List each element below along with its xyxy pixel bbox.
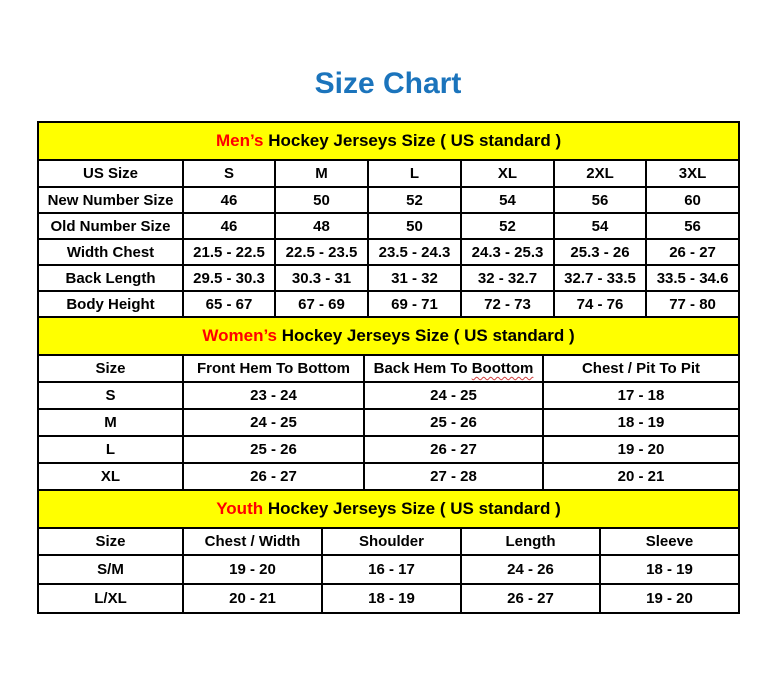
col-header-cell: Chest / Pit To Pit: [543, 355, 739, 382]
col-header-cell: Front Hem To Bottom: [183, 355, 364, 382]
row-label-cell: L/XL: [38, 584, 183, 613]
table-row: [38, 463, 739, 490]
value-cell: 17 - 18: [543, 382, 739, 409]
value-cell: 25 - 26: [183, 436, 364, 463]
col-header-cell: Sleeve: [600, 528, 739, 555]
table-row: [38, 382, 739, 409]
value-cell: 52: [368, 187, 461, 213]
col-header-cell: Shoulder: [322, 528, 461, 555]
value-cell: 32 - 32.7: [461, 265, 554, 291]
youth-header-rest: Hockey Jerseys Size ( US standard ): [263, 499, 561, 518]
youth-accent-word: Youth: [216, 499, 264, 518]
value-cell: 21.5 - 22.5: [183, 239, 275, 265]
col-header-cell: Chest / Width: [183, 528, 322, 555]
womens-section-header: [38, 317, 739, 355]
row-label-cell: S/M: [38, 555, 183, 584]
value-cell: 67 - 69: [275, 291, 368, 317]
row-label-cell: Body Height: [38, 291, 183, 317]
value-cell: 56: [554, 187, 646, 213]
table-row: [38, 409, 739, 436]
value-cell: 30.3 - 31: [275, 265, 368, 291]
col-header-cell: L: [368, 160, 461, 187]
value-cell: 65 - 67: [183, 291, 275, 317]
value-cell: 32.7 - 33.5: [554, 265, 646, 291]
row-label-cell: XL: [38, 463, 183, 490]
value-cell: 46: [183, 187, 275, 213]
row-label-cell: S: [38, 382, 183, 409]
row-label-cell: Width Chest: [38, 239, 183, 265]
value-cell: 26 - 27: [364, 436, 543, 463]
value-cell: 69 - 71: [368, 291, 461, 317]
value-cell: 56: [646, 213, 739, 239]
col-header-cell: XL: [461, 160, 554, 187]
value-cell: 24.3 - 25.3: [461, 239, 554, 265]
col-header-cell: Size: [38, 528, 183, 555]
table-row: [38, 239, 739, 265]
misspelled-word: Boottom: [471, 360, 534, 377]
value-cell: 52: [461, 213, 554, 239]
mens-column-header-row: [38, 160, 739, 187]
col-header-cell: M: [275, 160, 368, 187]
mens-section-title: [38, 122, 739, 160]
value-cell: 50: [368, 213, 461, 239]
mens-header-rest: Hockey Jerseys Size ( US standard ): [263, 131, 562, 150]
table-row: [38, 291, 739, 317]
womens-accent-word: Women’s: [202, 326, 277, 345]
row-label-cell: Old Number Size: [38, 213, 183, 239]
value-cell: 20 - 21: [183, 584, 322, 613]
value-cell: 54: [554, 213, 646, 239]
value-cell: 18 - 19: [600, 555, 739, 584]
value-cell: 19 - 20: [543, 436, 739, 463]
youth-section-header: [38, 490, 739, 528]
mens-section-header: [38, 122, 739, 160]
value-cell: 25 - 26: [364, 409, 543, 436]
value-cell: 27 - 28: [364, 463, 543, 490]
value-cell: 23 - 24: [183, 382, 364, 409]
mens-accent-word: Men’s: [215, 131, 264, 150]
value-cell: 29.5 - 30.3: [183, 265, 275, 291]
value-cell: 74 - 76: [554, 291, 646, 317]
youth-column-header-row: [38, 528, 739, 555]
value-cell: 46: [183, 213, 275, 239]
value-cell: 18 - 19: [543, 409, 739, 436]
col-header-cell: Size: [38, 355, 183, 382]
col-header-cell: US Size: [38, 160, 183, 187]
value-cell: 48: [275, 213, 368, 239]
table-row: [38, 436, 739, 463]
womens-section-title: [38, 317, 739, 355]
value-cell: 20 - 21: [543, 463, 739, 490]
value-cell: 50: [275, 187, 368, 213]
value-cell: 16 - 17: [322, 555, 461, 584]
col-header-cell: S: [183, 160, 275, 187]
value-cell: 19 - 20: [183, 555, 322, 584]
col-header-cell: 2XL: [554, 160, 646, 187]
value-cell: 24 - 26: [461, 555, 600, 584]
womens-column-header-row: [38, 355, 739, 382]
value-cell: 54: [461, 187, 554, 213]
value-cell: 24 - 25: [364, 382, 543, 409]
table-row: [38, 187, 739, 213]
table-row: [38, 265, 739, 291]
row-label-cell: New Number Size: [38, 187, 183, 213]
table-row: [38, 555, 739, 584]
value-cell: 19 - 20: [600, 584, 739, 613]
value-cell: 60: [646, 187, 739, 213]
value-cell: 72 - 73: [461, 291, 554, 317]
value-cell: 33.5 - 34.6: [646, 265, 739, 291]
value-cell: 22.5 - 23.5: [275, 239, 368, 265]
value-cell: 24 - 25: [183, 409, 364, 436]
page-title: Size Chart: [314, 67, 462, 100]
value-cell: 26 - 27: [461, 584, 600, 613]
value-cell: 25.3 - 26: [554, 239, 646, 265]
womens-size-table: [37, 316, 740, 491]
row-label-cell: M: [38, 409, 183, 436]
mens-size-table: [37, 121, 740, 318]
value-cell: 26 - 27: [646, 239, 739, 265]
col-header-cell: 3XL: [646, 160, 739, 187]
row-label-cell: L: [38, 436, 183, 463]
value-cell: 77 - 80: [646, 291, 739, 317]
col-header-cell: Length: [461, 528, 600, 555]
value-cell: 31 - 32: [368, 265, 461, 291]
table-row: [38, 584, 739, 613]
value-cell: 18 - 19: [322, 584, 461, 613]
col-header-cell: [364, 355, 543, 382]
table-row: [38, 213, 739, 239]
value-cell: 23.5 - 24.3: [368, 239, 461, 265]
youth-section-title: [38, 490, 739, 528]
womens-header-rest: Hockey Jerseys Size ( US standard ): [277, 326, 575, 345]
col-header-text: Back Hem To: [373, 360, 472, 377]
row-label-cell: Back Length: [38, 265, 183, 291]
youth-size-table: [37, 489, 740, 614]
value-cell: 26 - 27: [183, 463, 364, 490]
